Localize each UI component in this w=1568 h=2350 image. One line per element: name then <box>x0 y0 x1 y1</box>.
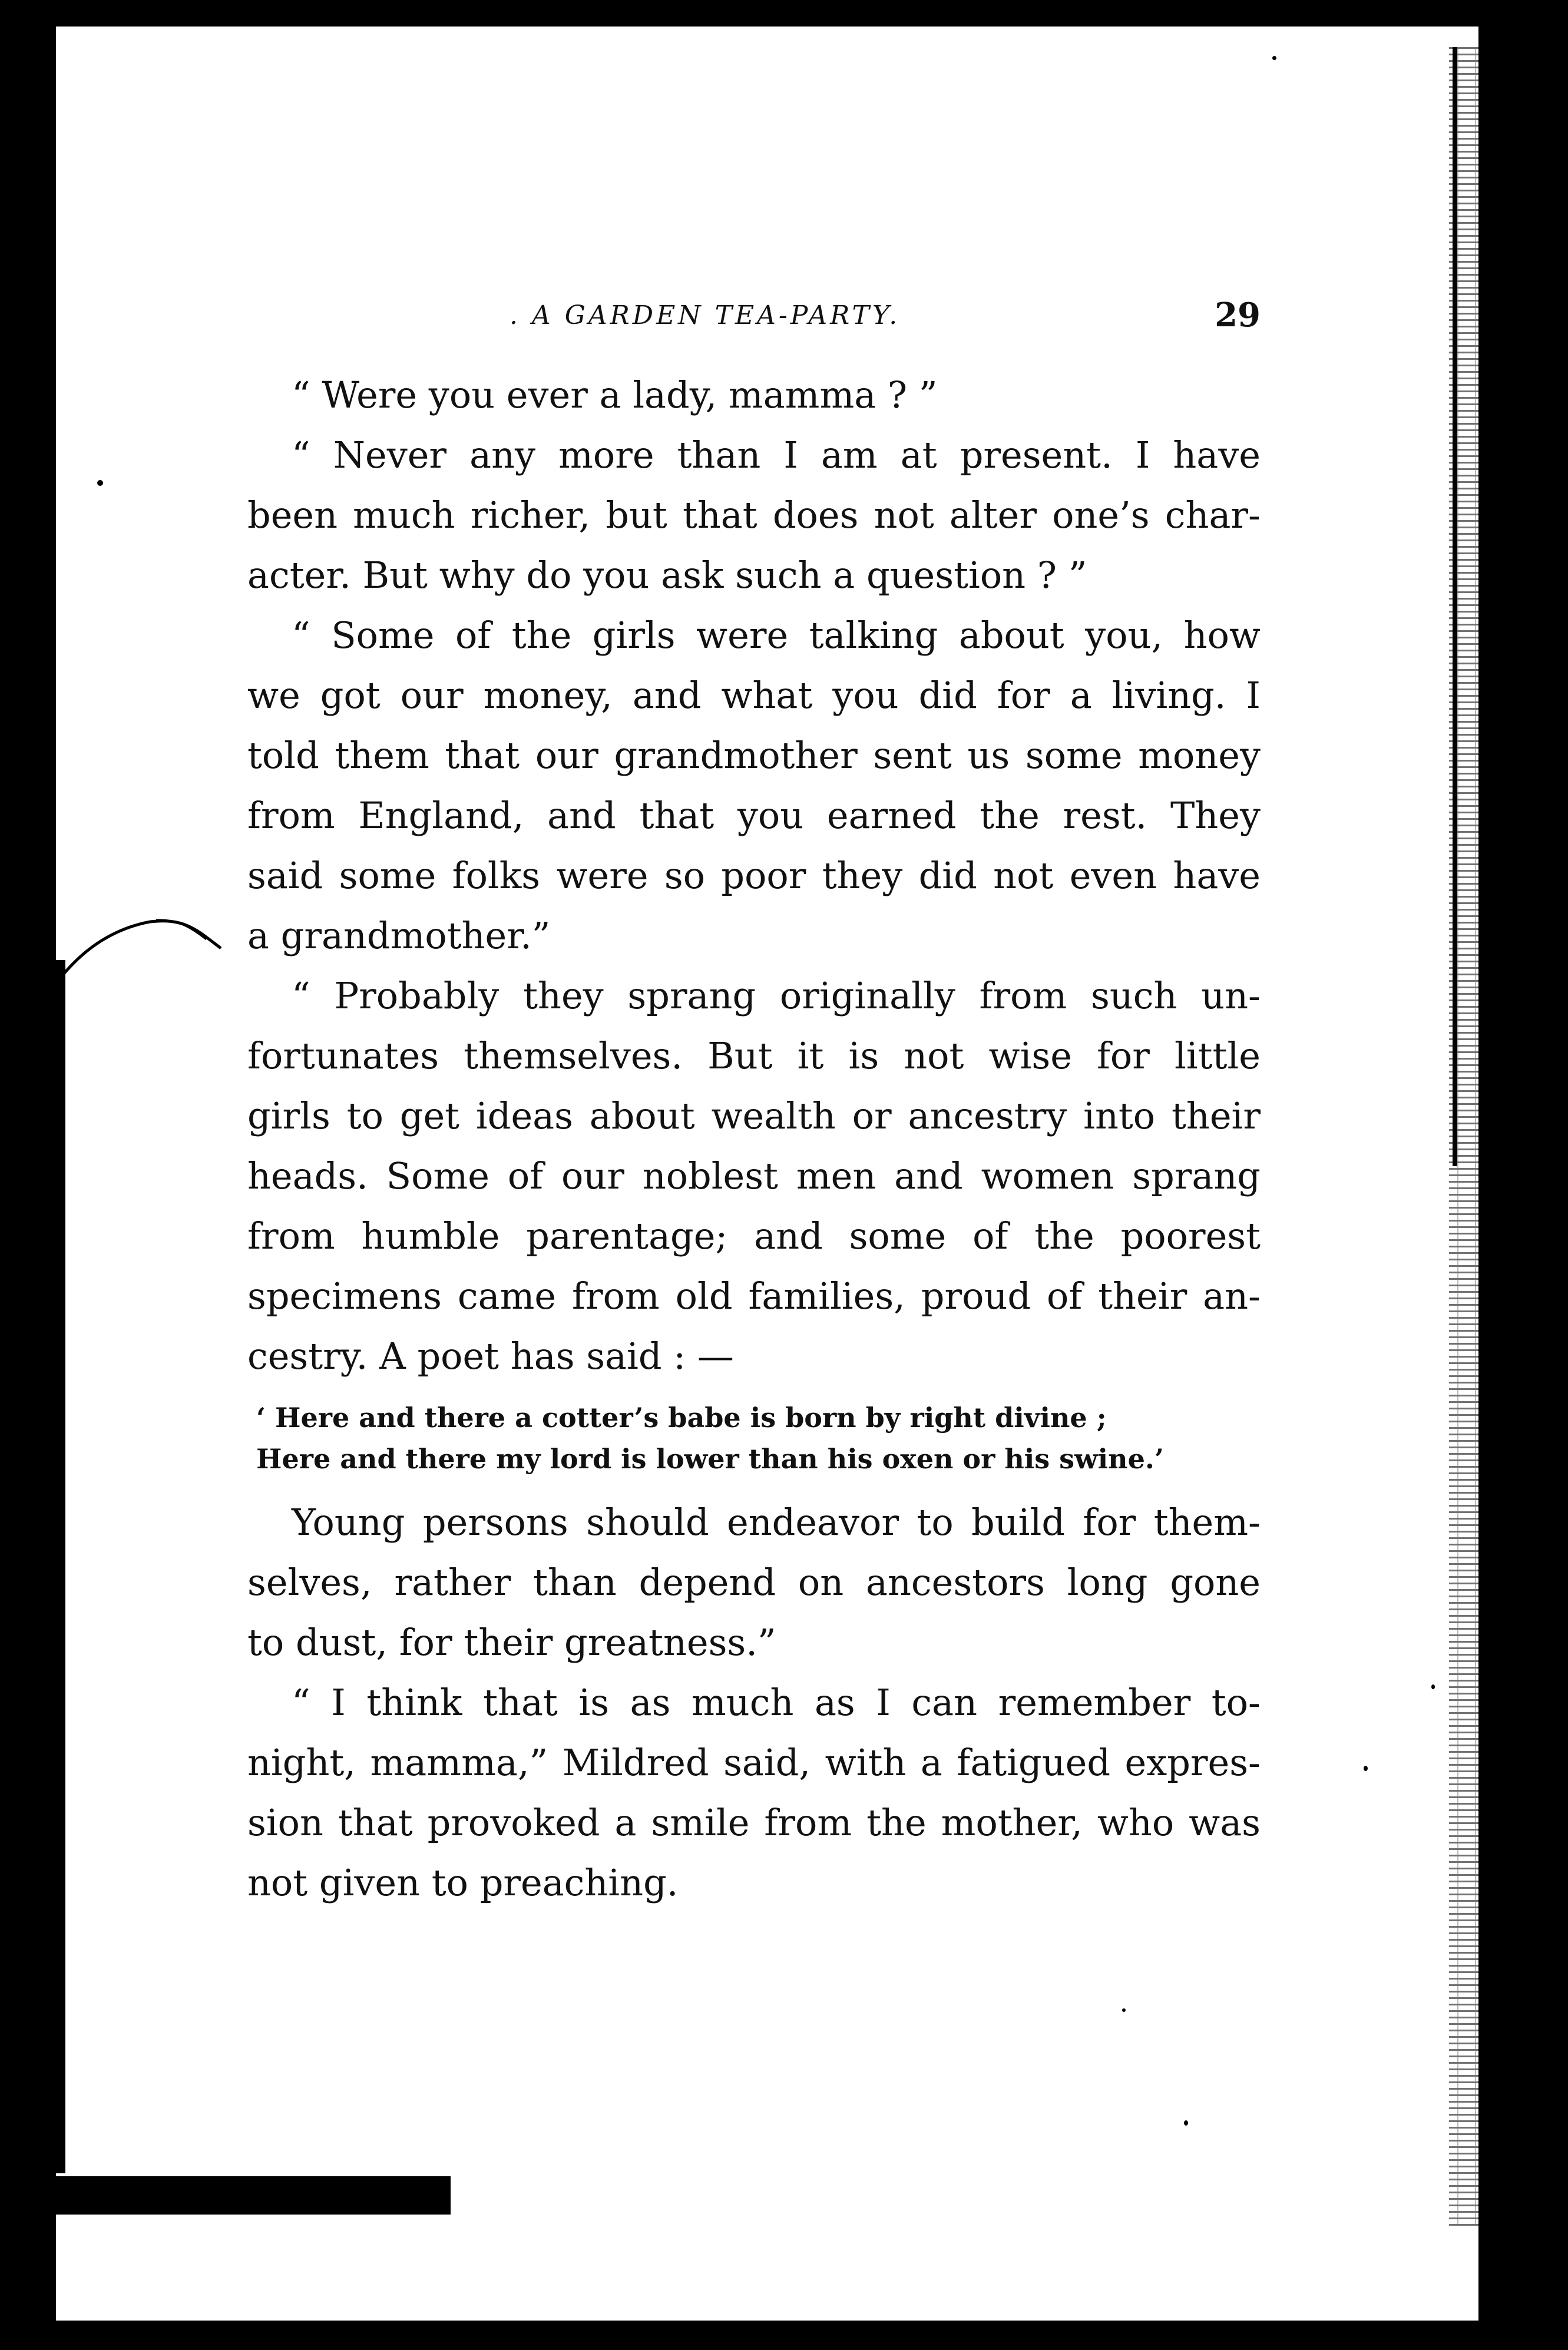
running-head <box>253 296 1261 347</box>
scan-edge-right-line <box>1453 47 1457 1166</box>
scan-bar-bottom-left <box>0 2176 451 2215</box>
text-line: to dust, for their greatness.” <box>247 1621 776 1664</box>
scan-speck <box>97 480 103 486</box>
scan-speck <box>1184 2120 1188 2126</box>
text-line: “ I think that is as much as I can remember to- <box>292 1681 1261 1724</box>
scan-speck <box>1364 1766 1368 1771</box>
text-line: girls to get ideas about wealth or ancestry into their <box>247 1094 1261 1137</box>
closing-paragraphs <box>247 1492 1261 1913</box>
text-line: told them that our grandmother sent us some money <box>247 734 1261 777</box>
text-line: from humble parentage; and some of the poorest <box>247 1214 1261 1257</box>
verse-line: ‘ Here and there a cotter’s babe is born by right divine ; <box>256 1402 1107 1434</box>
running-head-title: . A GARDEN TEA-PARTY. <box>510 300 901 330</box>
text-line: Young persons should endeavor to build for them- <box>292 1501 1261 1544</box>
scan-speck <box>1122 2008 1126 2012</box>
text-line: we got our money, and what you did for a living. I <box>247 674 1261 717</box>
text-line: sion that provoked a smile from the mother, who was <box>247 1801 1261 1844</box>
text-line: been much richer, but that does not alter one’s char- <box>247 494 1261 537</box>
scan-speck <box>1431 1684 1435 1689</box>
text-line: specimens came from old families, proud of their an- <box>247 1275 1261 1318</box>
text-line: from England, and that you earned the rest. They <box>247 794 1261 837</box>
verse-line: Here and there my lord is lower than his oxen or his swine.’ <box>256 1443 1164 1475</box>
text-line: selves, rather than depend on ancestors long gone <box>247 1561 1261 1604</box>
text-line: night, mamma,” Mildred said, with a fatigued expres- <box>247 1741 1261 1784</box>
pencil-bracket-mark <box>50 907 227 989</box>
body-paragraphs <box>247 365 1261 1386</box>
text-line: acter. But why do you ask such a question ? ” <box>247 554 1087 597</box>
text-line: said some folks were so poor they did not even have <box>247 854 1261 897</box>
text-line: “ Never any more than I am at present. I have <box>292 433 1261 476</box>
text-line: heads. Some of our noblest men and women sprang <box>247 1154 1261 1197</box>
scan-speck <box>1272 56 1276 60</box>
text-line: “ Probably they sprang originally from such un- <box>292 974 1261 1017</box>
text-line: fortunates themselves. But it is not wise for little <box>247 1034 1261 1077</box>
text-line: not given to preaching. <box>247 1861 679 1904</box>
text-line: “ Were you ever a lady, mamma ? ” <box>292 373 938 416</box>
text-line: “ Some of the girls were talking about you, how <box>292 614 1261 657</box>
scan-smear-top <box>330 12 1390 25</box>
body-text <box>247 365 1261 1913</box>
scan-edge-left <box>56 960 65 2173</box>
text-line: cestry. A poet has said : — <box>247 1335 734 1378</box>
verse-quotation <box>247 1397 1261 1479</box>
text-line: a grandmother.” <box>247 914 551 957</box>
page-number: 29 <box>1215 296 1261 335</box>
